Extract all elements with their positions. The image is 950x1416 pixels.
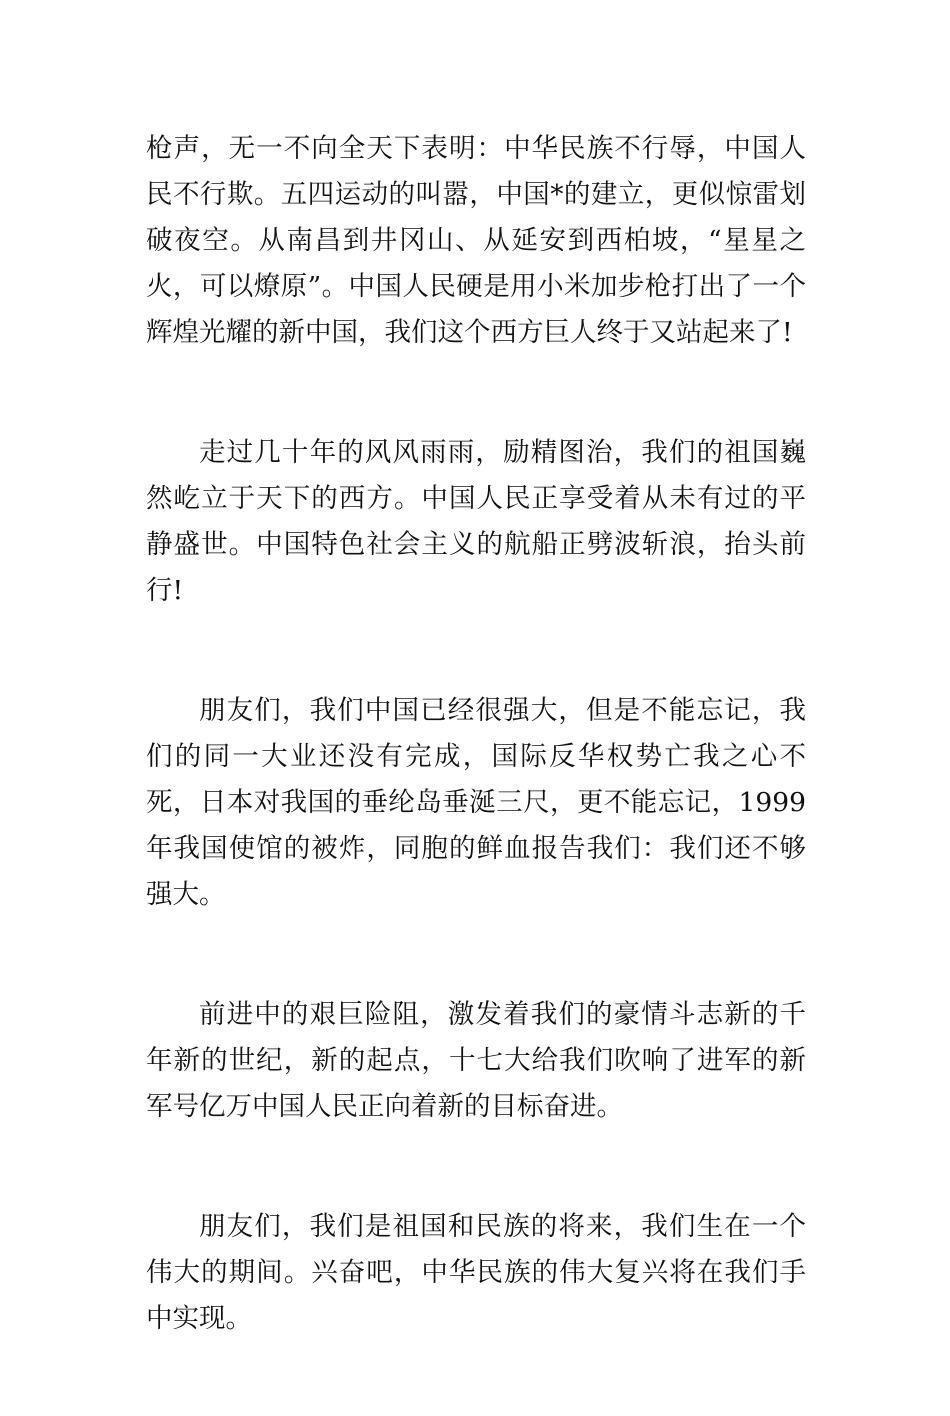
paragraph-5: 朋友们，我们是祖国和民族的将来，我们生在一个伟大的期间。兴奋吧，中华民族的伟大复兴将在我们手中实现。: [146, 1211, 806, 1334]
paragraph-4: 前进中的艰巨险阻，激发着我们的豪情斗志新的千年新的世纪，新的起点，十七大给我们吹响了进军的新军号亿万中国人民正向着新的目标奋进。: [146, 999, 806, 1122]
paragraph-2: 走过几十年的风风雨雨，励精图治，我们的祖国巍然屹立于天下的西方。中国人民正享受着从未有过的平静盛世。中国特色社会主义的航船正劈波斩浪，抬头前行!: [146, 437, 806, 606]
document-body: [146, 126, 806, 1416]
paragraph-1: 枪声，无一不向全天下表明：中华民族不行辱，中国人民不行欺。五四运动的叫嚣，中国*的建立，更似惊雷划破夜空。从南昌到井冈山、从延安到西柏坡，“星星之火，可以燎原”。中国人民硬是用小米加步枪打出了一个辉煌光耀的新中国，我们这个西方巨人终于又站起来了!: [146, 133, 806, 348]
paragraph-3: 朋友们，我们中国已经很强大，但是不能忘记，我们的同一大业还没有完成，国际反华权势亡我之心不死，日本对我国的垂纶岛垂涎三尺，更不能忘记，1999 年我国使馆的被炸，同胞的鲜血报告我们：我们还不够强大。: [146, 695, 806, 910]
